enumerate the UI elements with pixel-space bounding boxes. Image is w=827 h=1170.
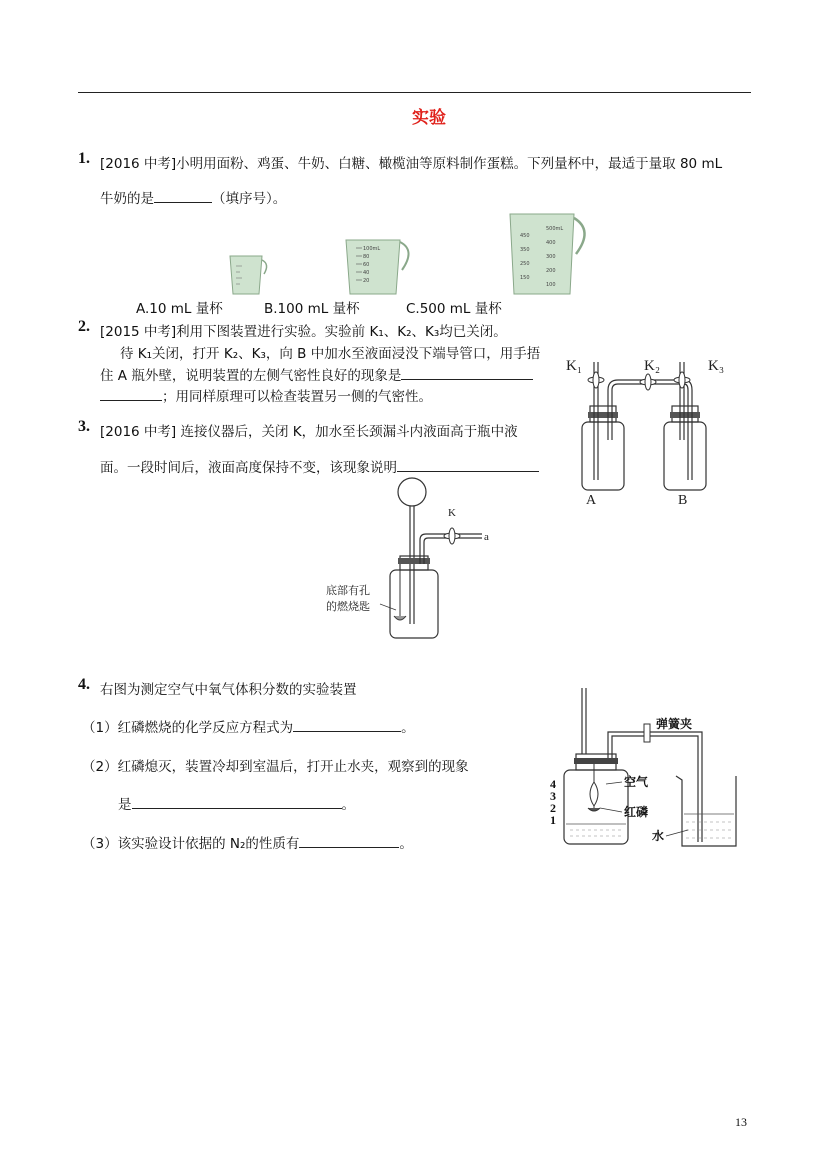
q2-answer-blank-2[interactable]: [100, 386, 162, 401]
q4-p1: [82, 716, 415, 736]
scale-2: 2: [550, 801, 556, 815]
q4-intro: 右图为测定空气中氧气体积分数的实验装置: [100, 682, 357, 698]
q4-p2: （2）红磷熄灭，装置冷却到室温后，打开止水夹，观察到的现象: [82, 759, 469, 775]
q4-p2b-end: 。: [341, 797, 355, 813]
label-k1: K₁: [566, 358, 583, 374]
cup-b-tick-0: 100mL: [363, 246, 381, 252]
q2-line4: [100, 385, 432, 405]
header-rule: [78, 92, 751, 93]
cup-c-tick-2: 300: [546, 254, 556, 260]
q4-p2b: [118, 793, 355, 813]
q1-line2-text: 牛奶的是: [100, 191, 154, 207]
cup-c-ltick-3: 150: [520, 275, 530, 281]
cup-b-tick-2: 60: [363, 262, 370, 268]
cup-b-icon: [346, 240, 409, 294]
q4-answer-blank-2[interactable]: [132, 794, 342, 809]
label-air: 空气: [624, 775, 649, 789]
cup-c-ltick-2: 250: [520, 261, 530, 267]
q2-line2: 待 K₁关闭，打开 K₂、K₃，向 B 中加水至液面浸没下端导管口，用手捂: [120, 346, 541, 362]
label-k: K: [448, 507, 456, 519]
cup-b-tick-3: 40: [363, 270, 370, 276]
spoon-label-line2: 的燃烧匙: [326, 600, 370, 613]
label-bottle-a: A: [586, 493, 597, 508]
q2-line4-text: ；用同样原理可以检查装置另一侧的气密性。: [162, 389, 432, 405]
q2-line3-text: 住 A 瓶外壁，说明装置的左侧气密性良好的现象是: [100, 368, 402, 384]
scale-1: 1: [550, 813, 556, 827]
q4-answer-blank-1[interactable]: [293, 717, 401, 732]
q4-p1-text: （1）红磷燃烧的化学反应方程式为: [82, 720, 294, 736]
cup-c-ltick-1: 350: [520, 247, 530, 253]
label-k3: K₃: [708, 358, 725, 374]
q1-answer-blank[interactable]: [154, 188, 212, 203]
page-title: 实验: [412, 108, 446, 128]
q4-apparatus-figure: [548, 684, 748, 850]
label-k2: K₂: [644, 358, 661, 374]
cup-b-tick-1: 80: [363, 254, 370, 260]
option-b: B.100 mL 量杯: [264, 301, 360, 317]
cup-c-icon: [510, 214, 585, 294]
q4-answer-blank-3[interactable]: [299, 833, 399, 848]
cup-c-ltick-0: 450: [520, 233, 530, 239]
cup-b-tick-4: 20: [363, 278, 370, 284]
spoon-label-line1: 底部有孔: [326, 584, 370, 597]
option-c: C.500 mL 量杯: [406, 301, 502, 317]
cup-c-tick-3: 200: [546, 268, 556, 274]
cup-c-tick-1: 400: [546, 240, 556, 246]
q3-line2-text: 面。一段时间后，液面高度保持不变，该现象说明: [100, 460, 397, 476]
label-clamp: 弹簧夹: [656, 717, 693, 731]
label-bottle-b: B: [678, 493, 688, 508]
q2-number: 2.: [78, 318, 90, 335]
q4-p2b-text: 是: [118, 797, 132, 813]
q1-number: 1.: [78, 150, 90, 167]
q3-line2: [100, 456, 539, 476]
q4-p3: [82, 832, 413, 852]
q3-answer-blank[interactable]: [397, 457, 539, 472]
q4-number: 4.: [78, 676, 90, 693]
cup-a-icon: [230, 256, 267, 294]
q2-line1: [2015 中考]利用下图装置进行实验。实验前 K₁、K₂、K₃均已关闭。: [100, 324, 507, 340]
q4-p3-end: 。: [399, 836, 413, 852]
q1-line2-suffix: （填序号）。: [212, 191, 287, 207]
option-a: A.10 mL 量杯: [136, 301, 223, 317]
q3-line1: [2016 中考] 连接仪器后，关闭 K，加水至长颈漏斗内液面高于瓶中液: [100, 424, 518, 440]
cup-c-tick-4: 100: [546, 282, 556, 288]
page-number: 13: [735, 1115, 747, 1129]
label-phosphorus: 红磷: [624, 805, 649, 819]
q1-line1: [2016 中考]小明用面粉、鸡蛋、牛奶、白糖、橄榄油等原料制作蛋糕。下列量杯中，最适于量取 80 mL: [100, 156, 723, 172]
measuring-cups-figure: [222, 206, 602, 298]
q3-apparatus-figure: [300, 474, 500, 640]
q2-answer-blank-1[interactable]: [401, 365, 533, 380]
q4-p1-end: 。: [401, 720, 415, 736]
q4-p3-text: （3）该实验设计依据的 N₂的性质有: [82, 836, 300, 852]
scale-4: 4: [550, 777, 556, 791]
cup-c-tick-0: 500mL: [546, 226, 564, 232]
q3-number: 3.: [78, 418, 90, 435]
label-water: 水: [652, 829, 665, 843]
scale-3: 3: [550, 789, 556, 803]
label-a: a: [484, 531, 489, 543]
q2-line3: [100, 364, 533, 384]
q2-apparatus-figure: [560, 340, 740, 512]
q1-line2: [100, 187, 286, 207]
